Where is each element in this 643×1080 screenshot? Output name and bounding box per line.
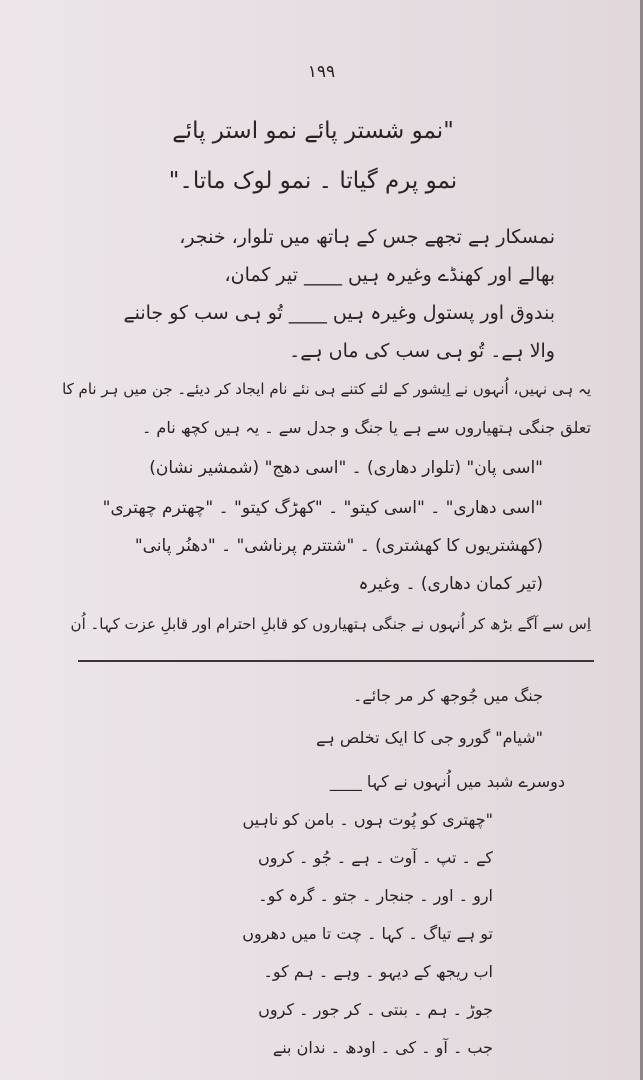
footnote-line: تو ہے تیاگ ۔ کہا ۔ چت تا میں دھروں (242, 924, 493, 943)
footnote-line: کے ۔ تپ ۔ آوت ۔ ہے ۔ جُو ۔ کروں (258, 848, 493, 867)
footnote-line: جوڑ ۔ ہم ۔ بنتی ۔ کر جور ۔ کروں (258, 1000, 493, 1019)
footnote-line: "چھتری کو پُوت ہوں ۔ بامن کو ناہیں (242, 810, 493, 829)
names-list-item: "اسی دھاری" ۔ "اسی کیتو" ۔ "کھڑگ کیتو" ۔ "چھترم چھتری" (102, 498, 543, 518)
paragraph-line: نمسکار ہے تجھے جس کے ہاتھ میں تلوار، خنجر، (179, 226, 555, 248)
footnote-line: اب ریجھ کے دیہو ۔ وہے ۔ ہم کو۔ (263, 962, 493, 981)
names-list-item: "اسی پان" (تلوار دھاری) ۔ "اسی دھج" (شمشیر نشان) (149, 458, 543, 478)
footnote-line: ارو ۔ اور ۔ جنجار ۔ جتو ۔ گرہ کو۔ (258, 886, 493, 905)
footnote-line: جنگ میں جُوجھ کر مر جائے۔ (352, 686, 543, 705)
names-list-item: (کھشتریوں کا کھشتری) ۔ "شتترم پرناشی" ۔ "دھنُر پانی" (134, 536, 543, 556)
footnote-divider (78, 660, 594, 662)
names-list-item: (تیر کمان دھاری) ۔ وغیرہ (358, 574, 543, 594)
footnote-line: جب ۔ آو ۔ کی ۔ اودھ ۔ ندان بنے (272, 1038, 493, 1057)
verse-line: نمو پرم گیاتا ۔ نمو لوک ماتا۔" (168, 168, 458, 194)
paragraph-line: اِس سے آگے بڑھ کر اُنہوں نے جنگی ہتھیاروں کو قابلِ احترام اور قابلِ عزت کہا۔ اُن (70, 615, 591, 633)
verse-line: "نمو شستر پائے نمو استر پائے (172, 118, 454, 144)
footnote-line: "شیام" گورو جی کا ایک تخلص ہے (316, 728, 543, 747)
paragraph-line: بندوق اور پستول وغیرہ ہیں ____ تُو ہی سب کو جاننے (123, 302, 555, 324)
paragraph-line: والا ہے۔ تُو ہی سب کی ماں ہے۔ (289, 340, 555, 362)
footnote-line: دوسرے شبد میں اُنہوں نے کہا ____ (329, 772, 565, 791)
page-number: ۱۹۹ (307, 62, 336, 82)
paragraph-line: تعلق جنگی ہتھیاروں سے ہے یا جنگ و جدل سے ۔ یہ ہیں کچھ نام ۔ (141, 418, 591, 437)
paragraph-line: یہ ہی نہیں، اُنہوں نے اِیشور کے لئے کتنے ہی نئے نام ایجاد کر دیئے۔ جن میں ہر نام کا (62, 380, 591, 398)
paragraph-line: بھالے اور کھنڈے وغیرہ ہیں ____ تیر کمان، (224, 264, 555, 286)
